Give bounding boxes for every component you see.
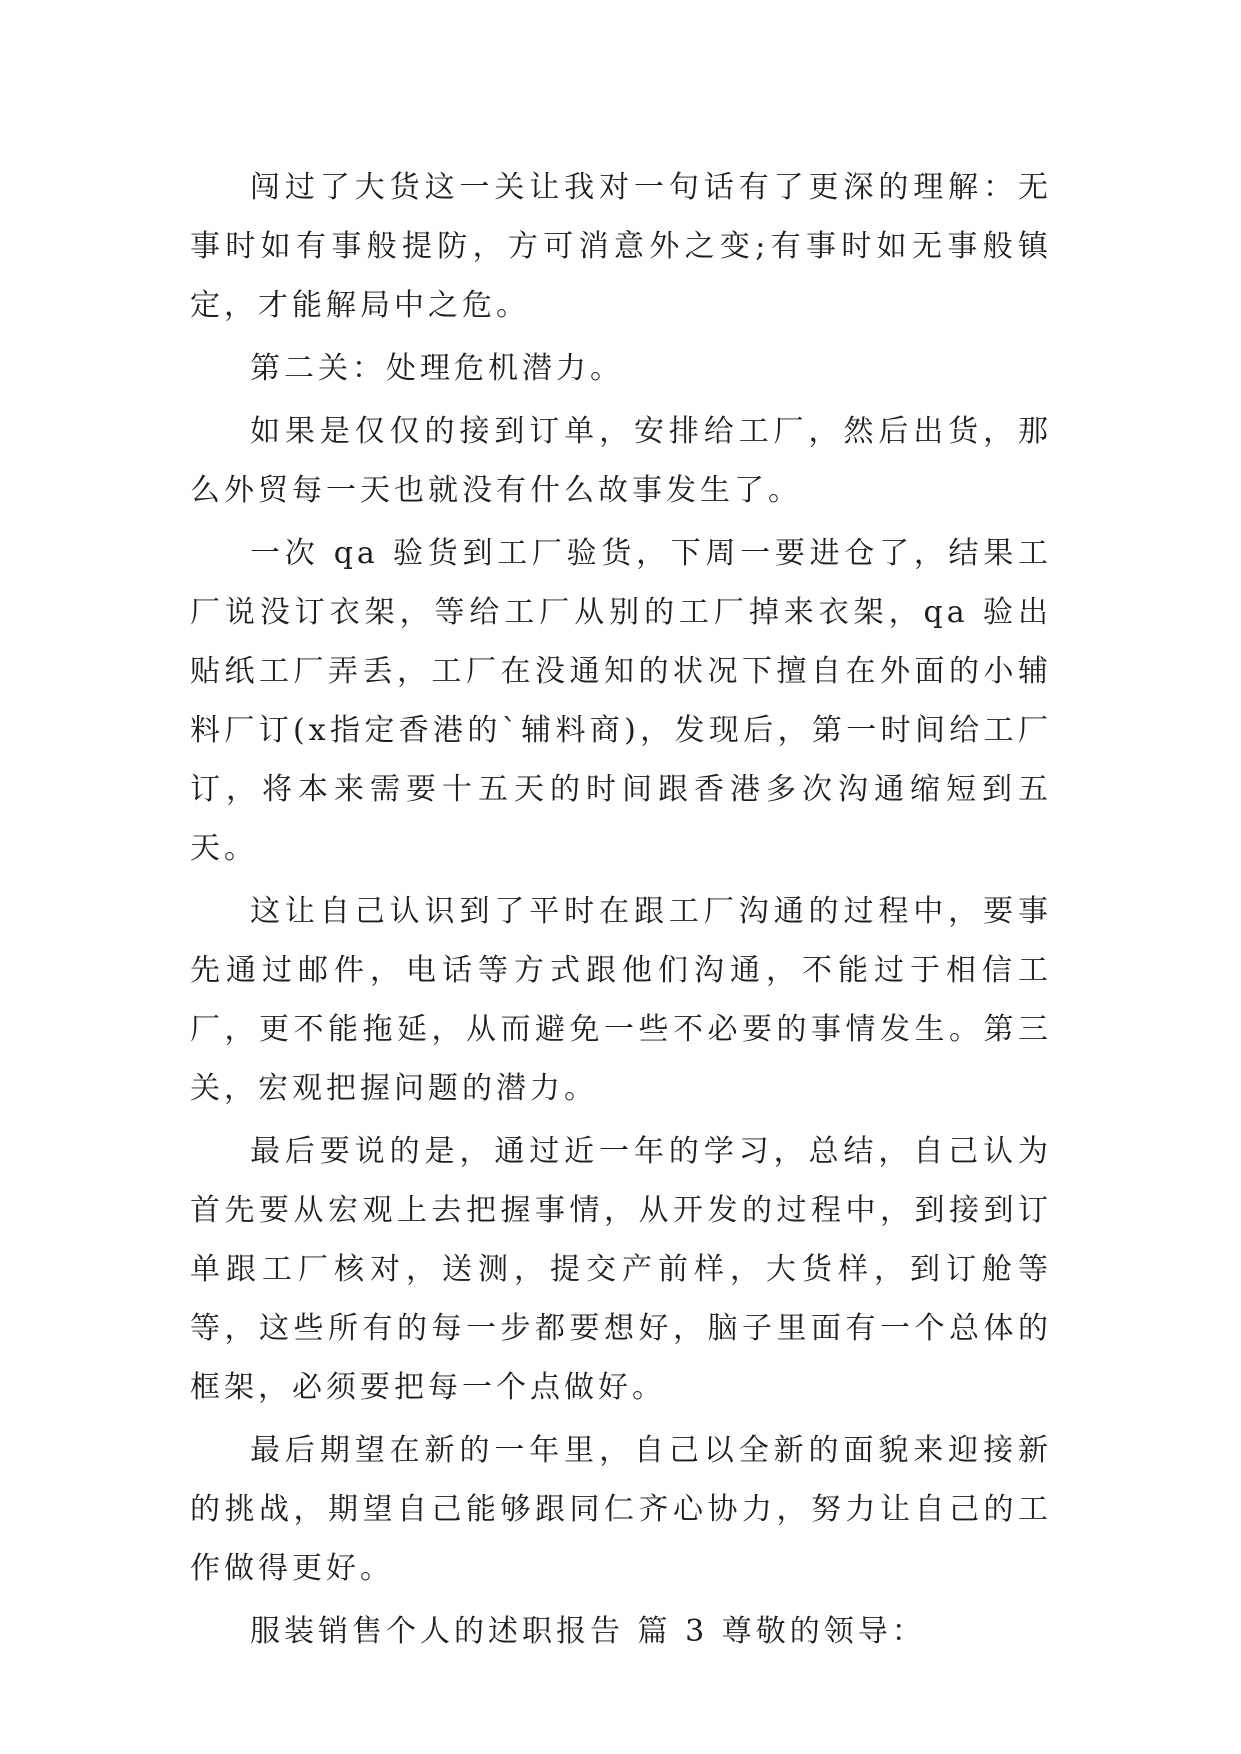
paragraph-1: 闯过了大货这一关让我对一句话有了更深的理解：无事时如有事般提防，方可消意外之变;有事时如无事般镇定，才能解局中之危。 [190, 170, 1052, 323]
paragraph-2: 第二关：处理危机潜力。 [250, 351, 624, 386]
paragraph-7: 最后期望在新的一年里，自己以全新的面貌来迎接新的挑战，期望自己能够跟同仁齐心协力，努力让自己的工作做得更好。 [190, 1433, 1052, 1586]
document-body [190, 158, 1052, 1665]
paragraph-3: 如果是仅仅的接到订单，安排给工厂，然后出货，那么外贸每一天也就没有什么故事发生了。 [190, 414, 1052, 508]
paragraph-8: 服装销售个人的述职报告 篇 3 尊敬的领导： [250, 1614, 926, 1649]
paragraph-4: 一次 qa 验货到工厂验货，下周一要进仓了，结果工厂说没订衣架，等给工厂从别的工厂掉来衣架，qa 验出贴纸工厂弄丢，工厂在没通知的状况下擅自在外面的小辅料厂订(x指定香港的`辅料商)，发现后，第一时间给工厂订，将本来需要十五天的时间跟香港多次沟通缩短到五天。 [190, 536, 1052, 866]
paragraph-6: 最后要说的是，通过近一年的学习，总结，自己认为首先要从宏观上去把握事情，从开发的过程中，到接到订单跟工厂核对，送测，提交产前样，大货样，到订舱等等，这些所有的每一步都要想好，脑子里面有一个总体的框架，必须要把每一个点做好。 [190, 1134, 1052, 1405]
paragraph-5: 这让自己认识到了平时在跟工厂沟通的过程中，要事先通过邮件，电话等方式跟他们沟通，不能过于相信工厂，更不能拖延，从而避免一些不必要的事情发生。第三关，宏观把握问题的潜力。 [190, 894, 1052, 1106]
